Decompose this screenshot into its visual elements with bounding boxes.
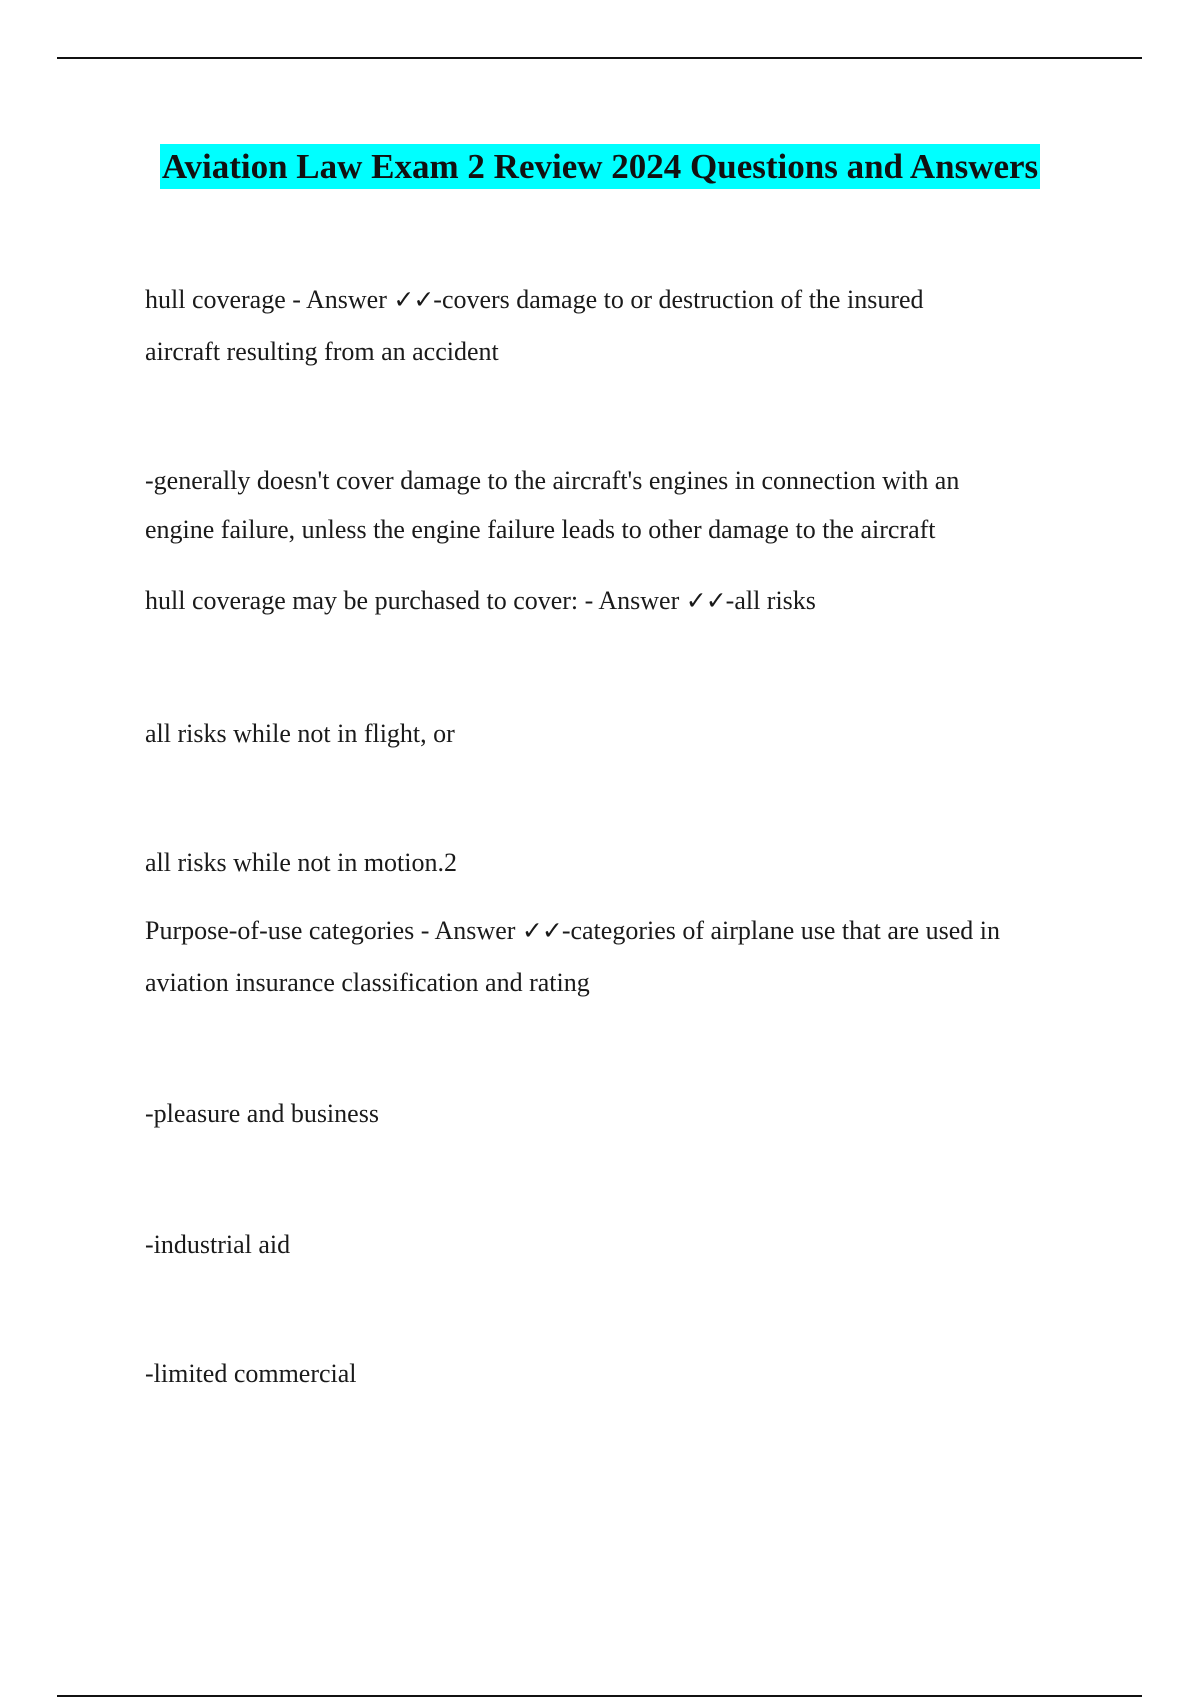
footer-rule [57, 1695, 1142, 1697]
extra-line: -industrial aid [145, 1230, 291, 1259]
answer-label: Answer [306, 285, 387, 314]
title-container [0, 144, 1200, 189]
answer-text-continued: aircraft resulting from an accident [145, 337, 499, 366]
answer-text: -covers damage to or destruction of the insured [433, 285, 924, 314]
answer-label: Answer [434, 916, 516, 945]
extra-line: -pleasure and business [145, 1099, 379, 1128]
header-rule [57, 57, 1142, 59]
answer-label: Answer [598, 586, 680, 615]
double-check-icon: ✓✓ [521, 916, 562, 945]
qa-item-hull-coverage-purchase [145, 575, 1095, 627]
qa-item-purpose-of-use [145, 905, 1095, 1009]
extra-line: all risks while not in motion.2 [145, 848, 457, 877]
double-check-icon: ✓✓ [685, 586, 726, 615]
extra-line: engine failure, unless the engine failure leads to other damage to the aircraft [145, 515, 936, 544]
document-title: Aviation Law Exam 2 Review 2024 Questions and Answers [160, 144, 1040, 189]
double-check-icon: ✓✓ [393, 285, 434, 314]
qa-line [145, 274, 1095, 326]
question-text: hull coverage may be purchased to cover: - [145, 586, 599, 615]
qa-item-extra [145, 456, 1095, 554]
question-text: hull coverage - [145, 285, 306, 314]
answer-text: -categories of airplane use that are used in [561, 916, 1001, 945]
answer-text-continued: aviation insurance classification and rating [145, 968, 590, 997]
answer-text: -all risks [725, 586, 816, 615]
qa-line [145, 575, 1095, 627]
question-text: Purpose-of-use categories - [145, 916, 435, 945]
extra-line: -generally doesn't cover damage to the aircraft's engines in connection with an [145, 466, 960, 495]
qa-line [145, 905, 1095, 957]
extra-line: all risks while not in flight, or [145, 719, 455, 748]
qa-item-hull-coverage [145, 274, 1095, 378]
extra-line: -limited commercial [145, 1359, 357, 1388]
